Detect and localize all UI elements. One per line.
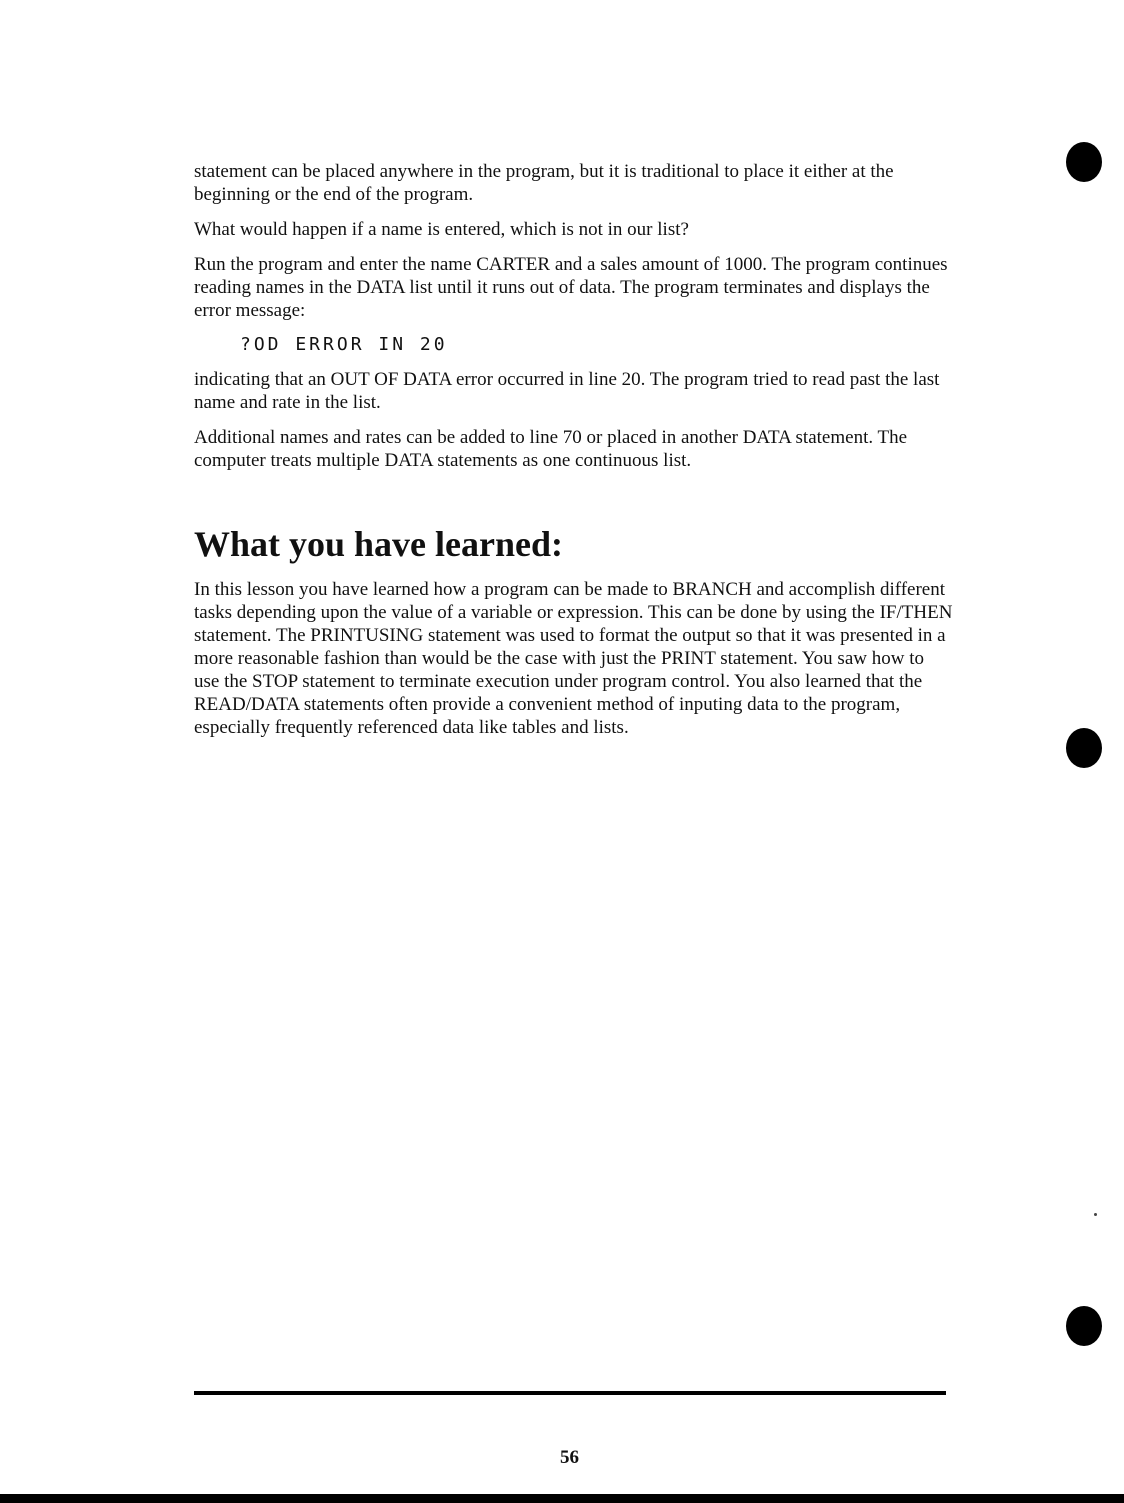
paragraph-question: What would happen if a name is entered, which is not in our list? [194, 219, 689, 240]
scan-speck [1094, 1213, 1097, 1216]
paragraph-out-of-data: indicating that an OUT OF DATA error occurred in line 20. The program tried to read past the last name and rate in the list. [194, 369, 940, 413]
footer-rule [194, 1391, 946, 1395]
page-content [194, 160, 954, 739]
section-heading: What you have learned: [194, 524, 563, 564]
lesson-summary-paragraph: In this lesson you have learned how a program can be made to BRANCH and accomplish different tasks depending upon the value of a variable or expression. This can be done by using the IF/THEN statement. The PRINTUSING statement was used to format the output so that it was presented in a more reasonable fashion than would be the case with just the PRINT statement. You saw how to use the STOP statement to terminate execution under program control. You also learned that the READ/DATA statements often provide a convenient method of inputing data to the program, especially frequently referenced data like tables and lists. [194, 579, 953, 738]
error-message-code: ?OD ERROR IN 20 [240, 334, 448, 355]
paragraph-data-statement-placement: statement can be placed anywhere in the program, but it is traditional to place it either at the beginning or the end of the program. [194, 161, 894, 205]
binder-hole-bottom [1066, 1306, 1102, 1346]
paragraph-additional-data: Additional names and rates can be added to line 70 or placed in another DATA statement. The computer treats multiple DATA statements as one continuous list. [194, 427, 908, 471]
paragraph-run-program: Run the program and enter the name CARTER and a sales amount of 1000. The program continues reading names in the DATA list until it runs out of data. The program terminates and displays the error message: [194, 254, 948, 321]
binder-hole-top [1066, 142, 1102, 182]
binder-hole-middle [1066, 728, 1102, 768]
page-number: 56 [560, 1447, 579, 1468]
scan-bottom-edge [0, 1494, 1124, 1503]
